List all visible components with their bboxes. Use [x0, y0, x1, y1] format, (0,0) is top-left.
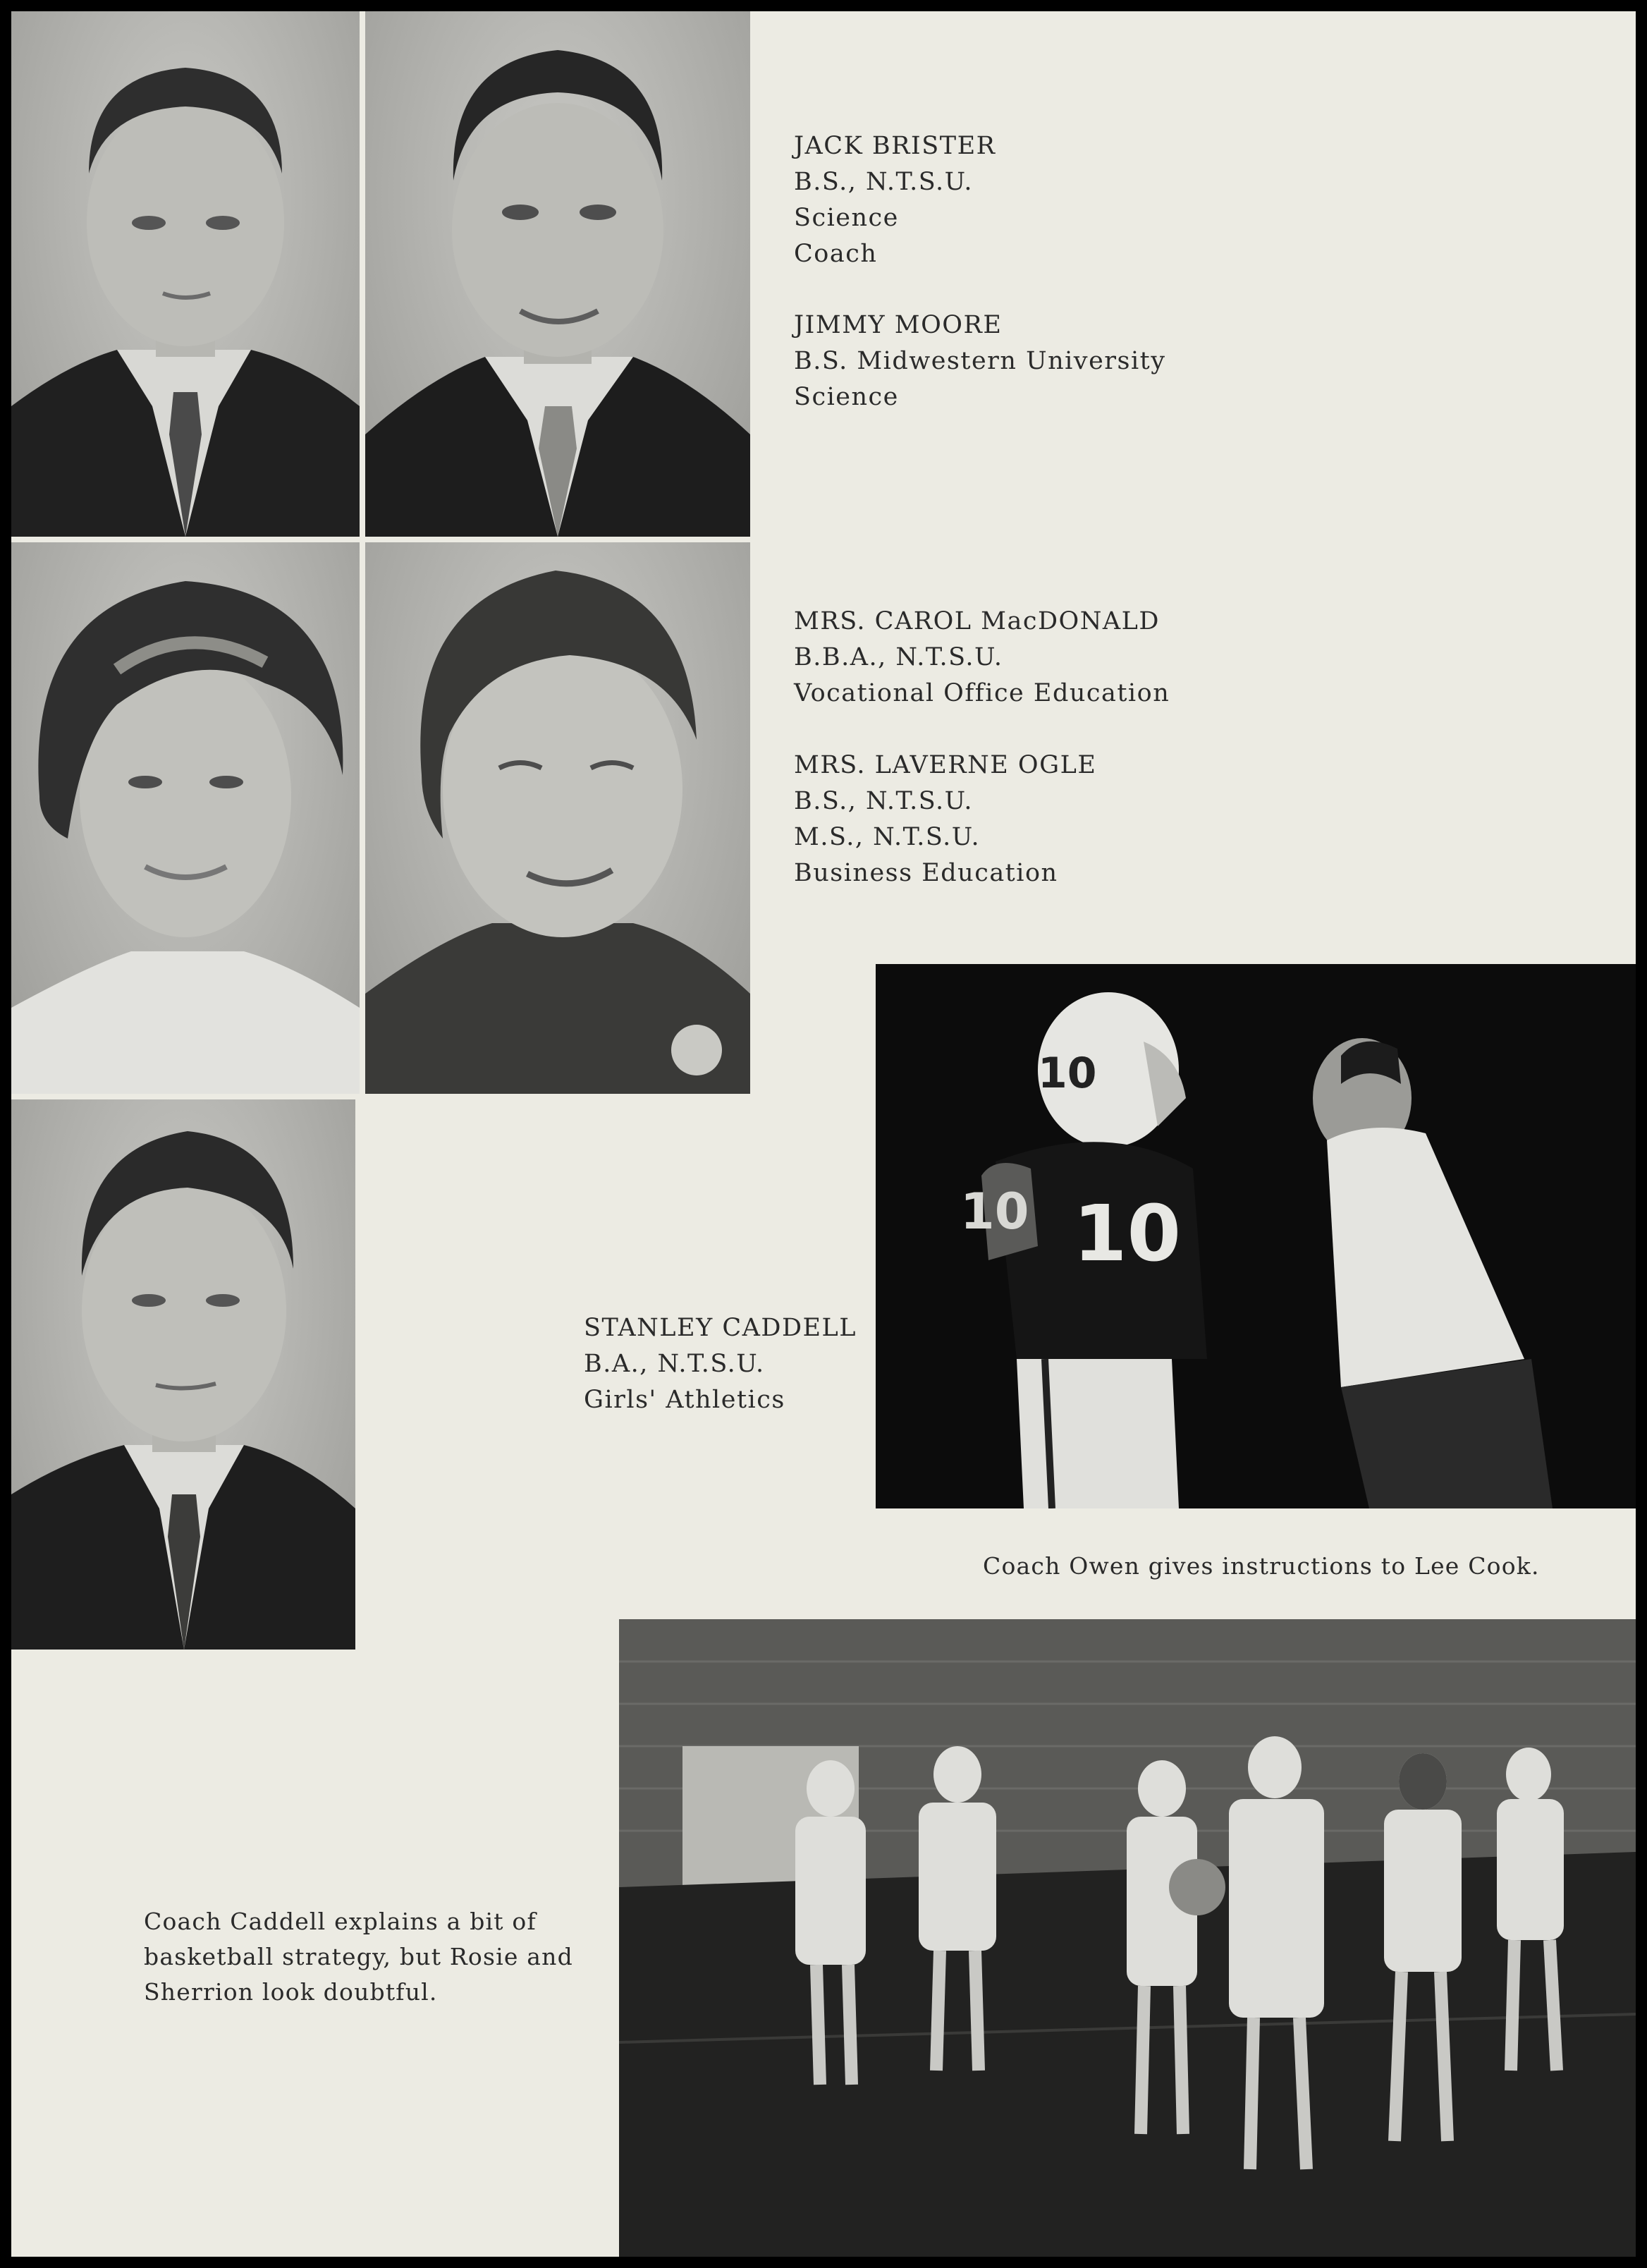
- faculty-subject: Science: [794, 204, 899, 232]
- jersey-number: 10: [1073, 1188, 1182, 1279]
- faculty-subject: Vocational Office Education: [794, 679, 1170, 707]
- faculty-name: MRS. LAVERNE OGLE: [794, 751, 1097, 779]
- portrait-carol-macdonald: [11, 542, 360, 1094]
- portrait-jimmy-moore: [365, 11, 750, 537]
- faculty-info-ogle: [794, 748, 1096, 891]
- faculty-degree: B.B.A., N.T.S.U.: [794, 643, 1003, 671]
- faculty-name: JIMMY MOORE: [794, 311, 1003, 339]
- faculty-info-moore: [794, 307, 1166, 415]
- faculty-subject: Science: [794, 383, 899, 411]
- faculty-role: Coach: [794, 240, 878, 268]
- helmet-number: 10: [1038, 1049, 1097, 1098]
- faculty-degree: B.A., N.T.S.U.: [584, 1350, 765, 1378]
- faculty-subject: Girls' Athletics: [584, 1386, 785, 1414]
- yearbook-page: [11, 11, 1636, 2257]
- portrait-laverne-ogle: [365, 542, 750, 1094]
- faculty-name: MRS. CAROL MacDONALD: [794, 607, 1160, 635]
- portrait-jack-brister: [11, 11, 360, 537]
- sleeve-number: 10: [960, 1183, 1029, 1240]
- faculty-subject: Business Education: [794, 859, 1058, 887]
- portrait-stanley-caddell: [11, 1099, 355, 1650]
- caption-line: Coach Caddell explains a bit of: [144, 1908, 537, 1935]
- caption-line: basketball strategy, but Rosie and: [144, 1943, 573, 1970]
- faculty-info-macdonald: [794, 604, 1170, 712]
- basketball-photo: [619, 1619, 1636, 2257]
- football-caption: Coach Owen gives instructions to Lee Cook.: [983, 1552, 1540, 1580]
- faculty-degree: B.S., N.T.S.U.: [794, 787, 974, 815]
- faculty-degree: B.S., N.T.S.U.: [794, 168, 974, 196]
- faculty-degree: M.S., N.T.S.U.: [794, 823, 981, 851]
- faculty-info-caddell: [584, 1310, 857, 1418]
- caption-line: Sherrion look doubtful.: [144, 1978, 438, 2006]
- faculty-degree: B.S. Midwestern University: [794, 347, 1166, 375]
- faculty-name: JACK BRISTER: [794, 132, 996, 160]
- faculty-info-brister: [794, 128, 996, 272]
- football-photo: [876, 964, 1636, 1508]
- faculty-name: STANLEY CADDELL: [584, 1314, 857, 1342]
- basketball-caption: [144, 1904, 573, 2010]
